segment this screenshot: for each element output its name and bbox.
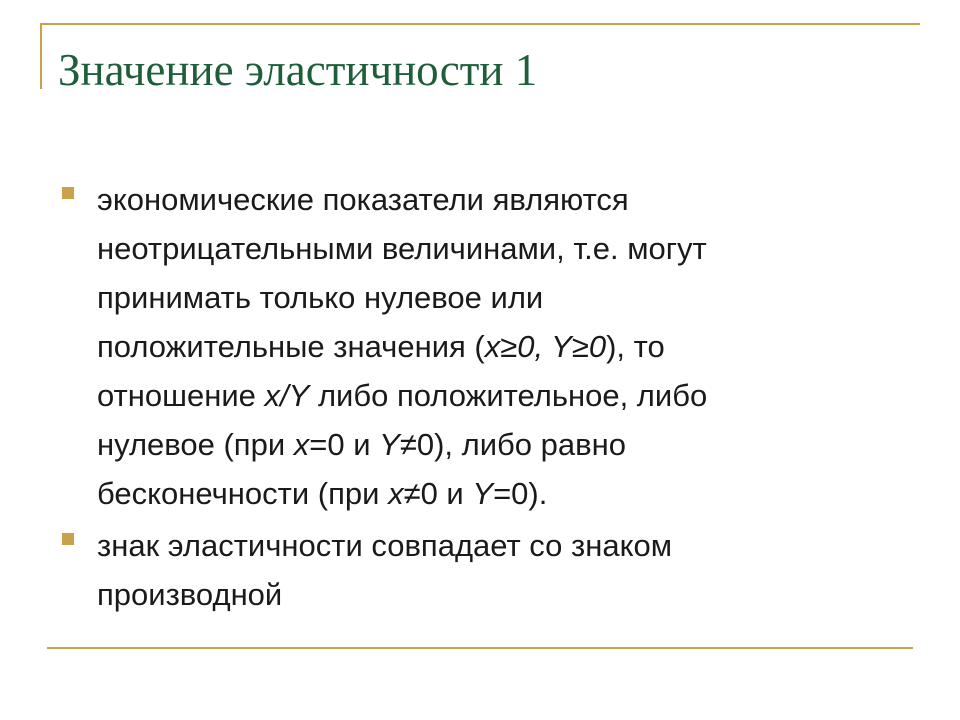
text-run: нулевое (при bbox=[97, 427, 294, 462]
bullet1-line-6 bbox=[97, 420, 897, 469]
bullet1-line-1: экономические показатели являются bbox=[97, 182, 629, 217]
text-run: 0 и bbox=[420, 476, 473, 511]
ge-symbol: ≥ bbox=[571, 329, 589, 364]
bullet-paragraph-2 bbox=[97, 521, 897, 619]
var-y: Y bbox=[472, 476, 494, 511]
text-run: =0 и bbox=[309, 427, 380, 462]
bullet1-line-3: принимать только нулевое или bbox=[97, 280, 544, 315]
var-y: Y bbox=[379, 427, 400, 462]
text-run: 0 bbox=[588, 329, 607, 364]
slide-title: Значение эластичности 1 bbox=[58, 45, 538, 95]
text-run: отношение bbox=[97, 378, 265, 413]
frame-left-rule bbox=[40, 23, 42, 89]
bullet-square-icon bbox=[62, 533, 74, 545]
text-run: ), то bbox=[606, 329, 665, 364]
bullet2-line-2: производной bbox=[97, 577, 283, 612]
var-ratio: x/Y bbox=[264, 378, 310, 413]
var-x: x bbox=[293, 427, 310, 462]
var-y: Y bbox=[551, 329, 572, 364]
text-run: =0). bbox=[493, 476, 548, 511]
frame-top-rule bbox=[40, 23, 920, 25]
var-x: x bbox=[484, 329, 501, 364]
ge-symbol: ≥ bbox=[500, 329, 518, 364]
ne-symbol: ≠ bbox=[399, 427, 417, 462]
bullet-paragraph-1 bbox=[97, 175, 897, 518]
text-run: либо положительное, либо bbox=[309, 378, 708, 413]
var-x: x bbox=[388, 476, 404, 511]
text-run: бесконечности (при bbox=[97, 476, 389, 511]
text-run: 0, bbox=[517, 329, 552, 364]
bullet1-line-2: неотрицательными величинами, т.е. могут bbox=[97, 231, 707, 266]
bullet2-line-1: знак эластичности совпадает со знаком bbox=[97, 528, 673, 563]
text-run: 0), либо равно bbox=[416, 427, 626, 462]
bullet1-line-7 bbox=[97, 469, 897, 518]
ne-symbol: ≠ bbox=[403, 476, 421, 511]
bullet-square-icon bbox=[62, 187, 74, 199]
text-run: положительные значения ( bbox=[97, 329, 485, 364]
frame-bottom-rule bbox=[47, 647, 913, 649]
bullet1-line-4 bbox=[97, 322, 897, 371]
bullet1-line-5 bbox=[97, 371, 897, 420]
